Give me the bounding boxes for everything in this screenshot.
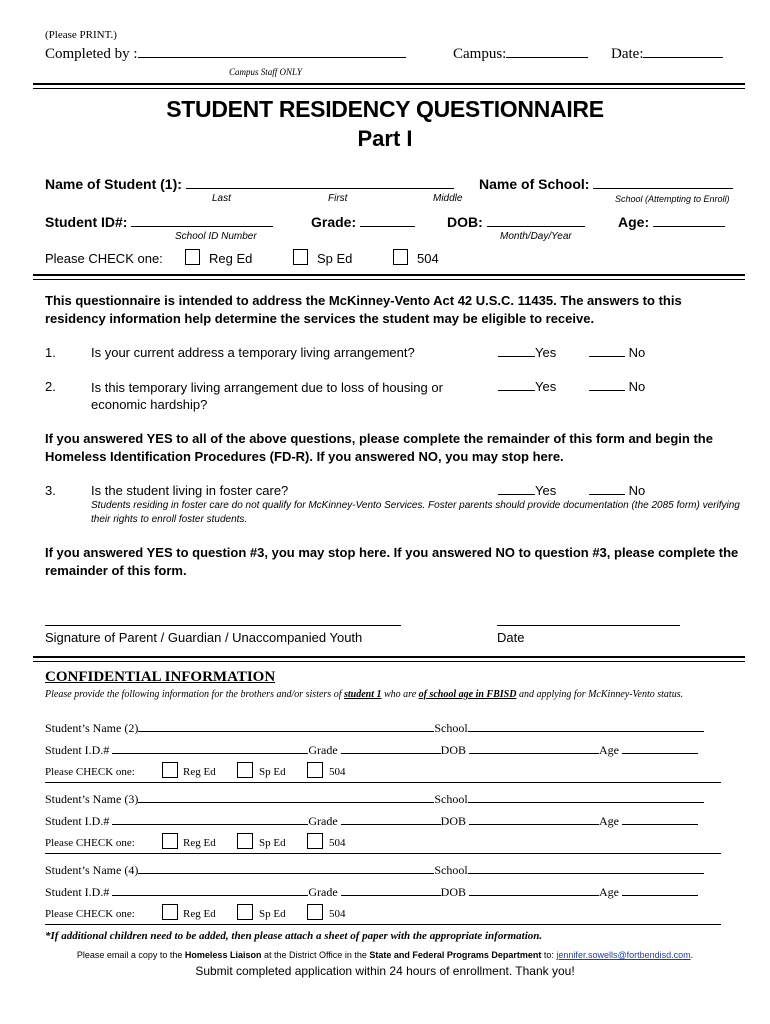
signature-date-label: Date (497, 630, 525, 645)
submit-note: Submit completed application within 24 hours of enrollment. Thank you! (195, 964, 575, 978)
id-sub: School ID Number (175, 231, 257, 242)
question-2-no-label: No (628, 379, 646, 394)
question-1-num: 1. (45, 345, 56, 360)
sibling-3-sp-ed-checkbox[interactable] (237, 833, 253, 849)
sibling-4-age-label: Age (599, 885, 620, 899)
name-sub-middle: Middle (433, 193, 463, 204)
question-3-num: 3. (45, 483, 56, 498)
header-divider-bottom (33, 88, 745, 89)
additional-note: *If additional children need to be added, then please attach a sheet of paper with the appropriate information. (45, 930, 543, 942)
sibling-2-504-checkbox[interactable] (307, 762, 323, 778)
student-id-field[interactable] (131, 226, 273, 227)
campus-row (453, 46, 588, 63)
student-id-label: Student ID#: (45, 214, 128, 230)
question-2-num: 2. (45, 379, 56, 394)
age-field[interactable] (653, 226, 725, 227)
sibling-4-id-field[interactable] (112, 895, 308, 896)
sibling-4-id-row (45, 885, 698, 900)
sibling-4-name-label: Student’s Name (4) (45, 863, 139, 877)
grade-label: Grade: (311, 214, 357, 230)
email-note-department: State and Federal Programs Department (369, 950, 542, 960)
sibling-2-sp-ed-label: Sp Ed (259, 766, 286, 778)
confidential-divider-top (33, 656, 745, 658)
check-label: Please CHECK one: (45, 251, 163, 266)
sibling-3-school-label: School (434, 792, 468, 806)
intro-text: This questionnaire is intended to address the McKinney-Vento Act 42 U.S.C. 11435. The answers to this residency information help determine the services the student may be eligible to receive. (45, 293, 682, 326)
confidential-intro-a: Please provide the following information for the brothers and/or sisters of (45, 689, 344, 700)
instruction-2: If you answered YES to question #3, you may stop here. If you answered NO to question #3, please complete the remainder of this form. (45, 545, 739, 578)
student-name-label: Name of Student (1): (45, 176, 182, 192)
sibling-2-id-row (45, 743, 698, 758)
sibling-3-name-field[interactable] (138, 802, 434, 803)
question-2-text: Is this temporary living arrangement due to loss of housing or economic hardship? (91, 380, 443, 412)
header-date-field[interactable] (643, 57, 723, 58)
confidential-intro-student: student 1 (343, 689, 382, 700)
reg-ed-checkbox[interactable] (185, 249, 200, 265)
foster-note: Students residing in foster care do not qualify for McKinney-Vento Services. Foster parents should provide documentation (the 2085 form) verifying their rights to enroll foster students. (91, 500, 740, 525)
signature-line[interactable] (45, 625, 401, 626)
sibling-3-check-label: Please CHECK one: (45, 837, 135, 849)
sibling-2-reg-ed-checkbox[interactable] (162, 762, 178, 778)
sibling-3-dob-label: DOB (440, 814, 467, 828)
sibling-4-sp-ed-label: Sp Ed (259, 908, 286, 920)
reg-ed-label: Reg Ed (209, 251, 253, 266)
sibling-2-grade-label: Grade (308, 743, 338, 757)
sibling-2-id-field[interactable] (112, 753, 308, 754)
sibling-4-age-field[interactable] (622, 895, 698, 896)
question-3-no[interactable] (589, 483, 645, 498)
question-1-no-label: No (628, 345, 646, 360)
completed-by-row (45, 46, 406, 63)
sibling-3-reg-ed-label: Reg Ed (183, 837, 216, 849)
question-1-no[interactable] (589, 345, 645, 360)
email-note-a: Please email a copy to the (76, 950, 185, 960)
dob-label: DOB: (447, 214, 483, 230)
sibling-4-reg-ed-checkbox[interactable] (162, 904, 178, 920)
sibling-2-dob-field[interactable] (469, 753, 599, 754)
sibling-2-sp-ed-checkbox[interactable] (237, 762, 253, 778)
question-2-yes[interactable] (498, 379, 556, 394)
email-note-liaison: Homeless Liaison (184, 950, 262, 960)
campus-field[interactable] (506, 57, 588, 58)
sibling-4-name-field[interactable] (138, 873, 434, 874)
sibling-2-divider (45, 782, 721, 783)
sibling-4-dob-field[interactable] (469, 895, 599, 896)
sibling-2-id-label: Student I.D.# (45, 743, 110, 757)
sp-ed-label: Sp Ed (317, 251, 353, 266)
form-subtitle: Part I (357, 126, 413, 151)
signature-label: Signature of Parent / Guardian / Unaccompanied Youth (45, 630, 363, 645)
question-3-no-label: No (628, 483, 646, 498)
sibling-3-divider (45, 853, 721, 854)
question-1-text: Is your current address a temporary living arrangement? (91, 345, 415, 360)
sibling-2-name-label: Student’s Name (2) (45, 721, 139, 735)
grade-field[interactable] (360, 226, 415, 227)
sibling-2-504-label: 504 (329, 766, 346, 778)
school-label: Name of School: (479, 176, 590, 192)
sibling-4-reg-ed-label: Reg Ed (183, 908, 216, 920)
school-row (479, 176, 733, 192)
email-note (0, 950, 770, 960)
question-3-text: Is the student living in foster care? (91, 483, 289, 498)
staff-note: Campus Staff ONLY (229, 67, 302, 77)
504-label: 504 (417, 251, 439, 266)
question-1-yes-label: Yes (535, 345, 557, 360)
dob-field[interactable] (487, 226, 585, 227)
section-divider-bottom (33, 279, 745, 280)
email-note-e: to: (541, 950, 557, 960)
question-3-yes-label: Yes (535, 483, 557, 498)
sibling-4-504-label: 504 (329, 908, 346, 920)
sibling-3-age-field[interactable] (622, 824, 698, 825)
sibling-4-grade-label: Grade (308, 885, 338, 899)
completed-by-label: Completed by : (45, 46, 138, 62)
header-divider-top (33, 83, 745, 85)
sibling-2-name-field[interactable] (138, 731, 434, 732)
sibling-4-check-label: Please CHECK one: (45, 908, 135, 920)
dob-row (447, 214, 585, 230)
sibling-2-grade-field[interactable] (341, 753, 441, 754)
confidential-divider-bottom (33, 661, 745, 662)
sibling-4-school-field[interactable] (468, 873, 704, 874)
504-checkbox[interactable] (393, 249, 408, 265)
sibling-2-age-label: Age (599, 743, 620, 757)
sibling-4-sp-ed-checkbox[interactable] (237, 904, 253, 920)
sibling-3-grade-field[interactable] (341, 824, 441, 825)
email-link[interactable]: jennifer.sowells@fortbendisd.com (556, 950, 691, 960)
sp-ed-checkbox[interactable] (293, 249, 308, 265)
name-sub-first: First (328, 193, 348, 204)
instruction-1: If you answered YES to all of the above questions, please complete the remainder of this form and begin the Homeless Identification Procedures (FD-R). If you answered NO, you may stop here. (45, 431, 713, 464)
student-id-row (45, 214, 273, 230)
confidential-title: CONFIDENTIAL INFORMATION (45, 669, 276, 685)
name-sub-last: Last (212, 193, 231, 204)
sibling-3-grade-label: Grade (308, 814, 338, 828)
sibling-2-age-field[interactable] (622, 753, 698, 754)
sibling-2-name-row (45, 721, 704, 736)
school-sub: School (Attempting to Enroll) (615, 194, 730, 204)
sibling-3-id-field[interactable] (112, 824, 308, 825)
age-row (618, 214, 725, 230)
question-1-yes[interactable] (498, 345, 556, 360)
campus-label: Campus: (453, 46, 507, 62)
question-2-yes-label: Yes (535, 379, 557, 394)
age-label: Age: (618, 214, 650, 230)
sibling-3-age-label: Age (599, 814, 620, 828)
sibling-2-dob-label: DOB (440, 743, 467, 757)
dob-sub: Month/Day/Year (500, 231, 572, 242)
email-note-c: at the District Office in the (261, 950, 370, 960)
sibling-4-school-label: School (434, 863, 468, 877)
completed-by-field[interactable] (138, 57, 406, 58)
sibling-3-dob-field[interactable] (469, 824, 599, 825)
sibling-3-name-label: Student’s Name (3) (45, 792, 139, 806)
section-divider-top (33, 274, 745, 276)
sibling-3-504-label: 504 (329, 837, 346, 849)
sibling-3-id-row (45, 814, 698, 829)
confidential-intro (45, 688, 735, 701)
sibling-2-school-label: School (434, 721, 468, 735)
sibling-3-sp-ed-label: Sp Ed (259, 837, 286, 849)
sibling-3-id-label: Student I.D.# (45, 814, 110, 828)
sibling-3-504-checkbox[interactable] (307, 833, 323, 849)
confidential-intro-school-age: of school age in FBISD (418, 689, 517, 700)
sibling-2-reg-ed-label: Reg Ed (183, 766, 216, 778)
sibling-3-school-field[interactable] (468, 802, 704, 803)
school-field[interactable] (593, 188, 733, 189)
confidential-intro-e: and applying for McKinney-Vento status. (516, 689, 684, 700)
date-row (611, 46, 723, 63)
sibling-2-school-field[interactable] (468, 731, 704, 732)
sibling-4-id-label: Student I.D.# (45, 885, 110, 899)
sibling-2-check-label: Please CHECK one: (45, 766, 135, 778)
sibling-4-504-checkbox[interactable] (307, 904, 323, 920)
signature-date-line[interactable] (497, 625, 680, 626)
sibling-4-grade-field[interactable] (341, 895, 441, 896)
sibling-4-dob-label: DOB (440, 885, 467, 899)
date-label: Date: (611, 46, 644, 62)
form-title: STUDENT RESIDENCY QUESTIONNAIRE (166, 96, 604, 122)
sibling-3-name-row (45, 792, 704, 807)
print-note: (Please PRINT.) (45, 29, 117, 41)
question-2-no[interactable] (589, 379, 645, 394)
sibling-3-reg-ed-checkbox[interactable] (162, 833, 178, 849)
sibling-4-name-row (45, 863, 704, 878)
grade-row (311, 214, 415, 230)
sibling-4-divider (45, 924, 721, 925)
student-name-row (45, 176, 454, 192)
question-3-yes[interactable] (498, 483, 556, 498)
email-note-f: . (690, 950, 694, 960)
student-name-field[interactable] (186, 188, 454, 189)
confidential-intro-c: who are (381, 689, 419, 700)
